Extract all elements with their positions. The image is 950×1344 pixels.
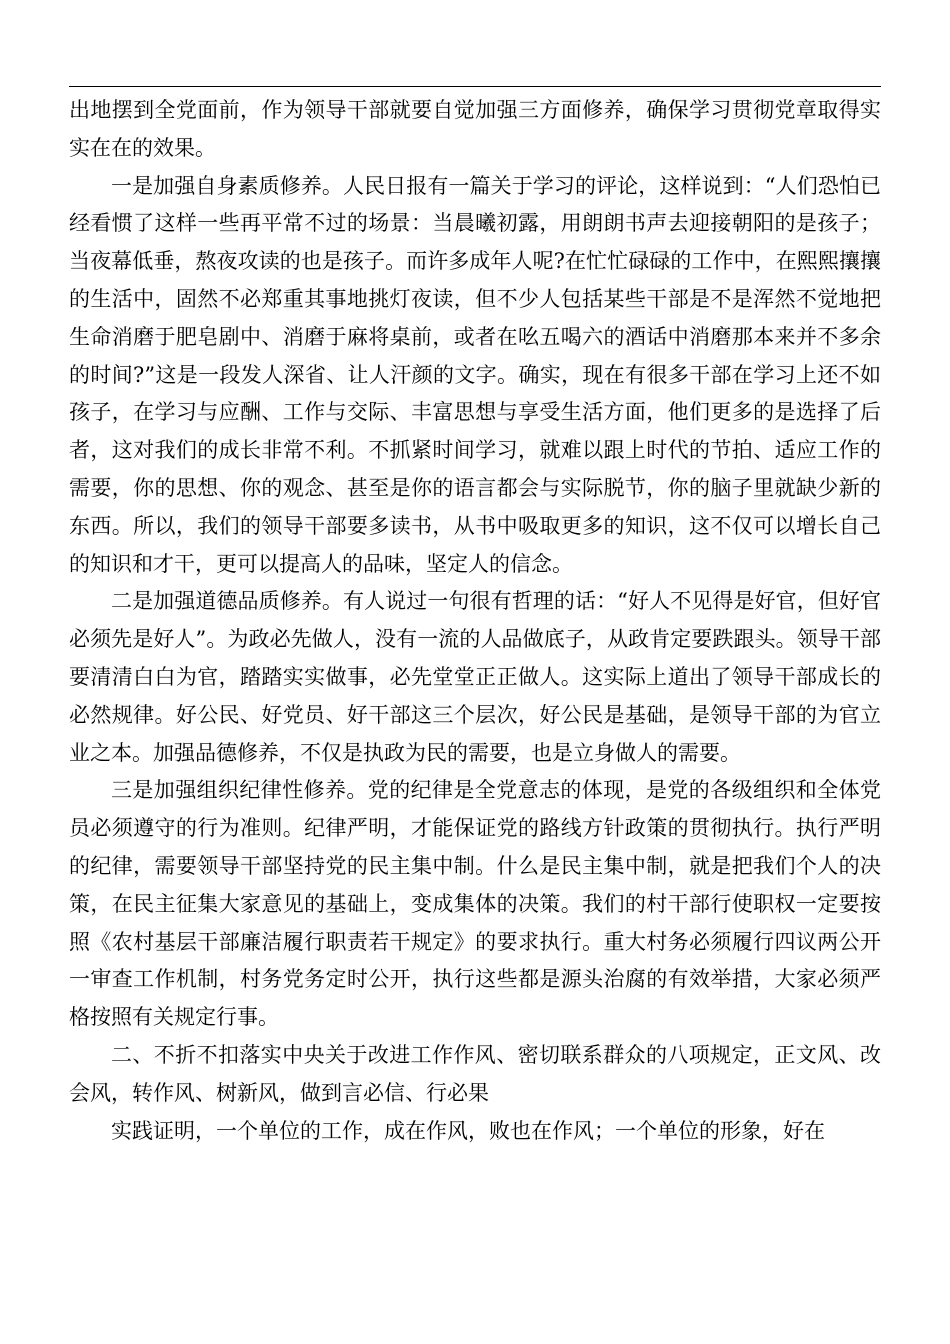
paragraph-continuation: 出地摆到全党面前，作为领导干部就要自觉加强三方面修养，确保学习贯彻党章取得实实在在的效果。	[69, 98, 881, 160]
header-rule	[69, 86, 881, 87]
paragraph-moral-quality: 二是加强道德品质修养。有人说过一句很有哲理的话：“好人不见得是好官，但好官必须先是好人”。为政必先做人，没有一流的人品做底子，从政肯定要跌跟头。领导干部要清清白白为官，踏踏实实做事，必先堂堂正正做人。这实际上道出了领导干部成长的必然规律。好公民、好党员、好干部这三个层次，好公民是基础，是领导干部的为官立业之本。加强品德修养，不仅是执政为民的需要，也是立身做人的需要。	[69, 589, 881, 765]
section-heading-eight-rules: 二、不折不扣落实中央关于改进工作作风、密切联系群众的八项规定，正文风、改会风，转作风、树新风，做到言必信、行必果	[69, 1042, 881, 1105]
paragraph-discipline: 三是加强组织纪律性修养。党的纪律是全党意志的体现，是党的各级组织和全体党员必须遵守的行为准则。纪律严明，才能保证党的路线方针政策的贯彻执行。执行严明的纪律，需要领导干部坚持党的民主集中制。什么是民主集中制，就是把我们个人的决策，在民主征集大家意见的基础上，变成集体的决策。我们的村干部行使职权一定要按照《农村基层干部廉洁履行职责若干规定》的要求执行。重大村务必须履行四议两公开一审查工作机制，村务党务定时公开，执行这些都是源头治腐的有效举措，大家必须严格按照有关规定行事。	[69, 778, 881, 1030]
document-body	[69, 92, 881, 1150]
paragraph-work-style: 实践证明，一个单位的工作，成在作风，败也在作风；一个单位的形象，好在	[111, 1118, 825, 1143]
paragraph-self-quality: 一是加强自身素质修养。人民日报有一篇关于学习的评论，这样说到：“人们恐怕已经看惯了这样一些再平常不过的场景：当晨曦初露，用朗朗书声去迎接朝阳的是孩子；当夜幕低垂，熬夜攻读的也是孩子。而许多成年人呢?在忙忙碌碌的工作中，在熙熙攘攘的生活中，固然不必郑重其事地挑灯夜读，但不少人包括某些干部是不是浑然不觉地把生命消磨于肥皂剧中、消磨于麻将桌前，或者在吆五喝六的酒话中消磨那本来并不多余的时间?”这是一段发人深省、让人汗颜的文字。确实，现在有很多干部在学习上还不如孩子，在学习与应酬、工作与交际、丰富思想与享受生活方面，他们更多的是选择了后者，这对我们的成长非常不利。不抓紧时间学习，就难以跟上时代的节拍、适应工作的需要，你的思想、你的观念、甚至是你的语言都会与实际脱节，你的脑子里就缺少新的东西。所以，我们的领导干部要多读书，从书中吸取更多的知识，这不仅可以增长自己的知识和才干，更可以提高人的品味，坚定人的信念。	[69, 173, 881, 576]
